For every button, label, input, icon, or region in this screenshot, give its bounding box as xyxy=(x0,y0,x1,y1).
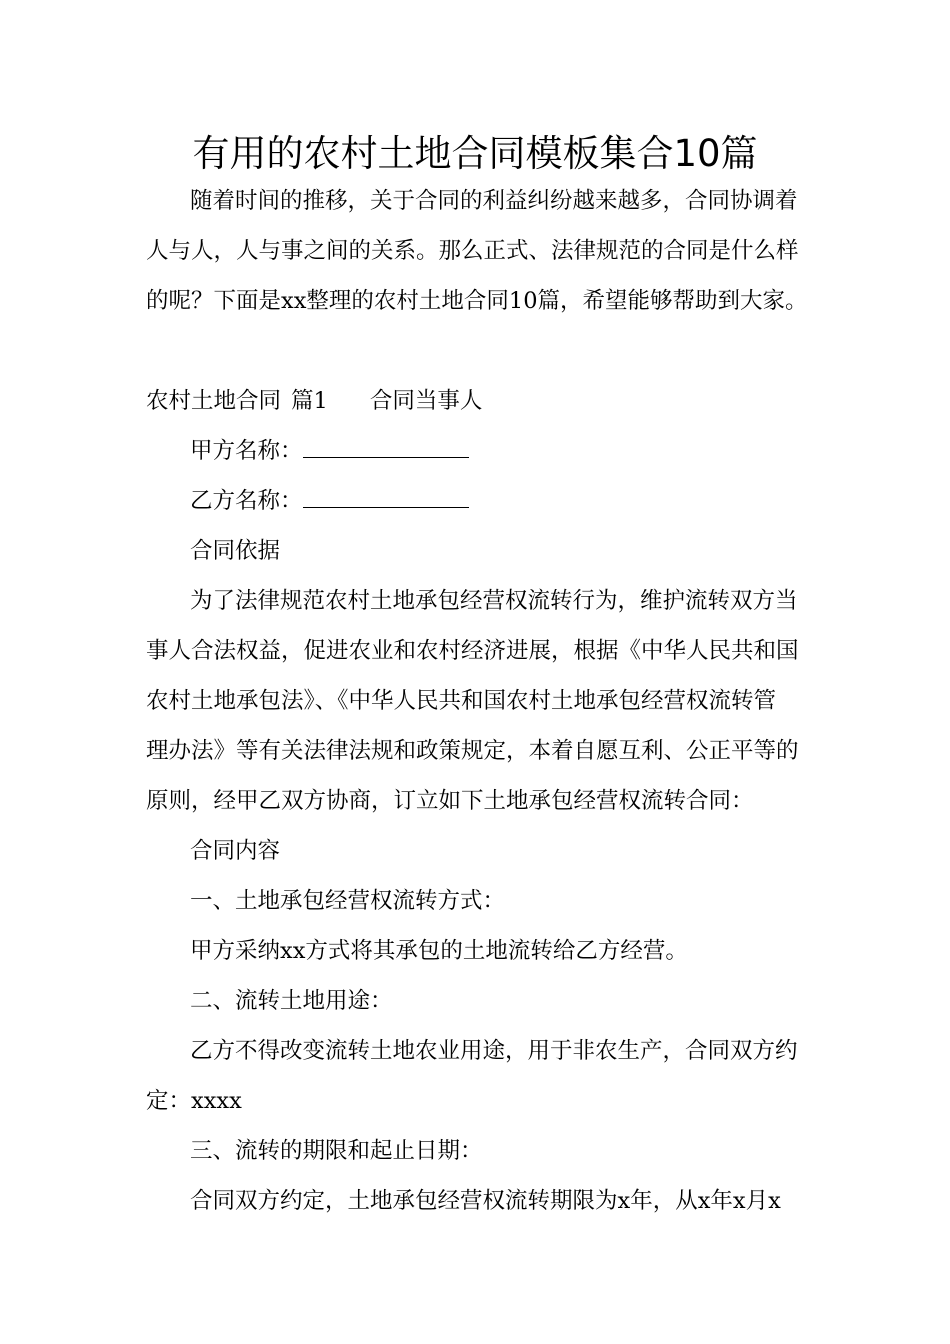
party-a-row xyxy=(190,436,469,466)
basis-line-1: 为了法律规范农村土地承包经营权流转行为，维护流转双方当 xyxy=(190,588,798,614)
clause-3-heading: 三、流转的期限和起止日期： xyxy=(190,1138,483,1164)
basis-line-5: 原则，经甲乙双方协商，订立如下土地承包经营权流转合同： xyxy=(146,788,754,814)
clause-3-text: 合同双方约定，土地承包经营权流转期限为x年，从x年x月x xyxy=(190,1188,781,1214)
basis-line-2: 事人合法权益，促进农业和农村经济进展，根据《中华人民共和国 xyxy=(146,638,799,664)
party-b-blank xyxy=(303,487,469,508)
clause-2-line-2: 定：xxxx xyxy=(146,1088,242,1114)
basis-line-4: 理办法》等有关法律法规和政策规定，本着自愿互利、公正平等的 xyxy=(146,738,799,764)
clause-2-heading: 二、流转土地用途： xyxy=(190,988,393,1014)
party-b-row xyxy=(190,486,469,516)
basis-line-3: 农村土地承包法》、《中华人民共和国农村土地承包经营权流转管 xyxy=(146,688,777,714)
section-name: 农村土地合同 xyxy=(146,388,282,414)
party-a-blank xyxy=(303,437,469,458)
clause-1-text: 甲方采纳xx方式将其承包的土地流转给乙方经营。 xyxy=(190,938,688,964)
intro-line-1: 随着时间的推移，关于合同的利益纠纷越来越多，合同协调着 xyxy=(190,188,798,214)
clause-2-line-1: 乙方不得改变流转土地农业用途，用于非农生产，合同双方约 xyxy=(190,1038,798,1064)
basis-heading: 合同依据 xyxy=(190,538,281,564)
party-b-label: 乙方名称： xyxy=(190,488,303,514)
section-heading: 合同当事人 xyxy=(369,388,483,414)
section-number: 篇1 xyxy=(291,388,328,414)
section-heading-row xyxy=(146,386,482,416)
party-a-label: 甲方名称： xyxy=(190,438,303,464)
intro-line-2: 人与人，人与事之间的关系。那么正式、法律规范的合同是什么样 xyxy=(146,238,799,264)
content-heading: 合同内容 xyxy=(190,838,281,864)
intro-line-3: 的呢？下面是xx整理的农村土地合同10篇，希望能够帮助到大家。 xyxy=(146,288,808,314)
document-title: 有用的农村土地合同模板集合10篇 xyxy=(192,132,758,175)
clause-1-heading: 一、土地承包经营权流转方式： xyxy=(190,888,506,914)
